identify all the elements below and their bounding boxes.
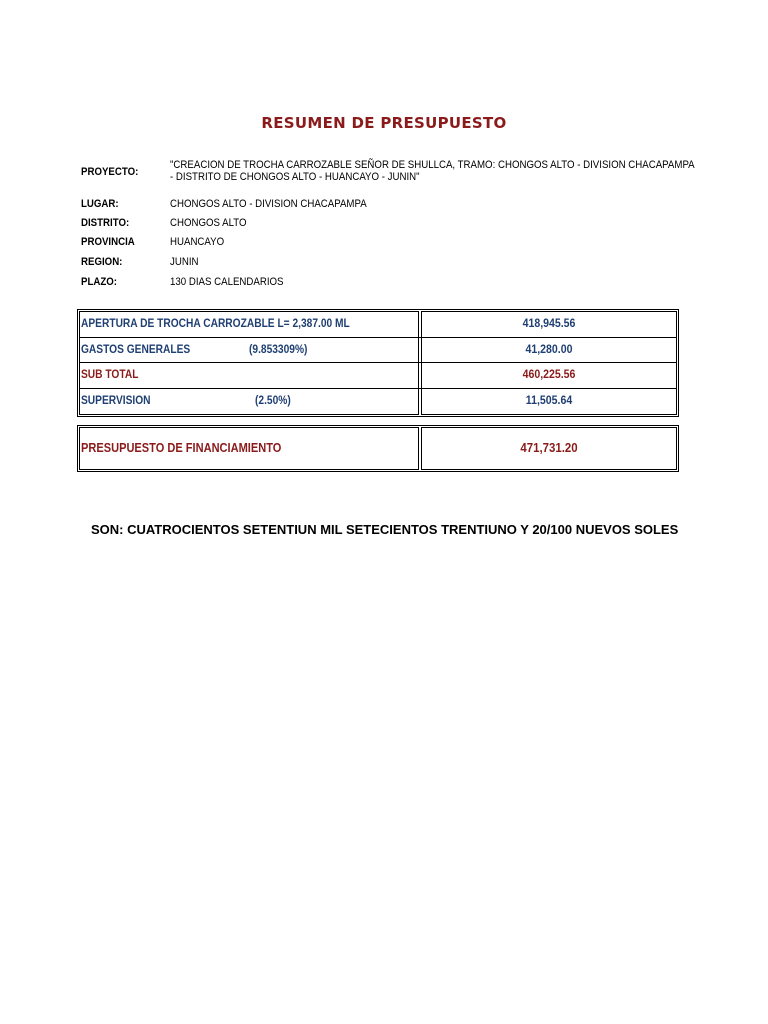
- region-value: JUNIN: [170, 256, 199, 268]
- row-divider: [79, 388, 677, 389]
- proyecto-line-2: - DISTRITO DE CHONGOS ALTO - HUANCAYO - JUNIN": [170, 171, 420, 183]
- provincia-label: PROVINCIA: [81, 236, 135, 248]
- total-value: 471,731.20: [520, 440, 578, 455]
- budget-row-subtotal-label: SUB TOTAL: [81, 367, 139, 381]
- region-label: REGION:: [81, 256, 123, 268]
- budget-row-supervision-pct: (2.50%): [255, 393, 291, 407]
- budget-row-apertura-label: APERTURA DE TROCHA CARROZABLE L= 2,387.00 ML: [81, 316, 350, 330]
- row-divider: [79, 362, 677, 363]
- distrito-value: CHONGOS ALTO: [170, 217, 247, 229]
- provincia-value: HUANCAYO: [170, 236, 225, 248]
- total-label: PRESUPUESTO DE FINANCIAMIENTO: [81, 440, 282, 455]
- page-title: RESUMEN DE PRESUPUESTO: [261, 114, 507, 132]
- lugar-value: CHONGOS ALTO - DIVISION CHACAPAMPA: [170, 198, 367, 210]
- distrito-label: DISTRITO:: [81, 217, 130, 229]
- proyecto-line-1: "CREACION DE TROCHA CARROZABLE SEÑOR DE SHULLCA, TRAMO: CHONGOS ALTO - DIVISION CHACAPAMPA: [170, 159, 695, 171]
- lugar-label: LUGAR:: [81, 198, 119, 210]
- proyecto-value: [170, 159, 695, 183]
- row-divider: [79, 337, 677, 338]
- budget-row-subtotal-value: 460,225.56: [522, 367, 576, 381]
- amount-in-words: SON: CUATROCIENTOS SETENTIUN MIL SETECIENTOS TRENTIUNO Y 20/100 NUEVOS SOLES: [91, 522, 679, 537]
- budget-row-supervision-value: 11,505.64: [525, 393, 573, 407]
- plazo-value: 130 DIAS CALENDARIOS: [170, 276, 284, 288]
- budget-row-gastos-value: 41,280.00: [525, 342, 573, 356]
- budget-row-gastos-label: GASTOS GENERALES: [81, 342, 191, 356]
- budget-row-apertura-value: 418,945.56: [522, 316, 576, 330]
- budget-row-gastos-pct: (9.853309%): [249, 342, 308, 356]
- plazo-label: PLAZO:: [81, 276, 118, 288]
- budget-row-supervision-label: SUPERVISION: [81, 393, 151, 407]
- proyecto-label: PROYECTO:: [81, 166, 139, 178]
